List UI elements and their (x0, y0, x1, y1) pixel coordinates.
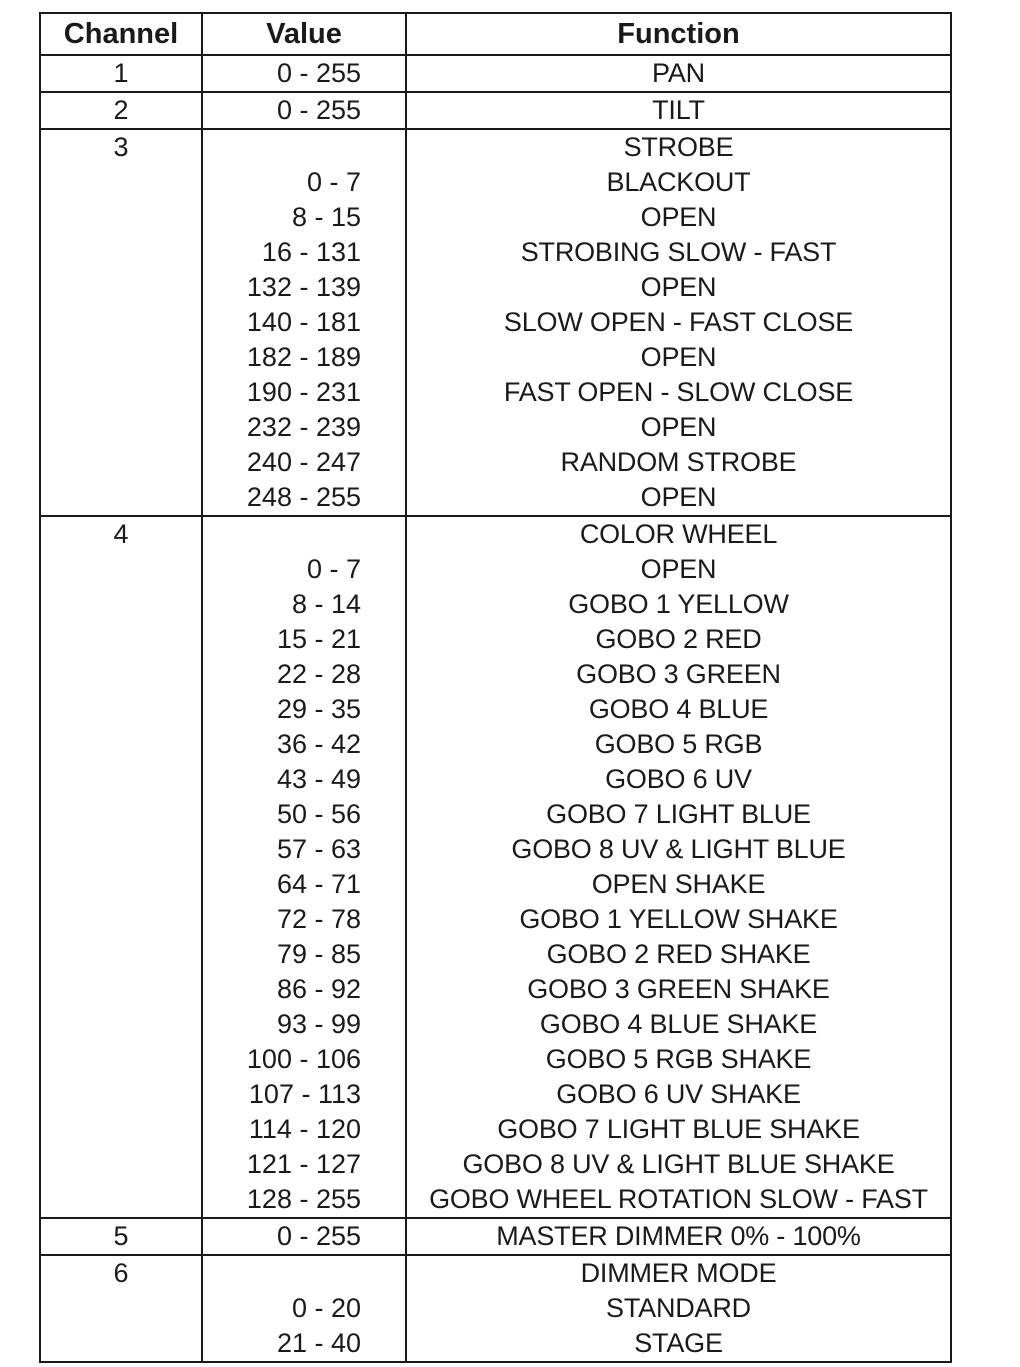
value-cell: 29 - 35 (202, 692, 406, 727)
function-cell: DIMMER MODE (406, 1255, 951, 1291)
table-row (40, 587, 951, 622)
table-body (40, 55, 951, 1362)
value-cell: 22 - 28 (202, 657, 406, 692)
value-cell: 36 - 42 (202, 727, 406, 762)
function-cell: OPEN (406, 340, 951, 375)
table-row (40, 235, 951, 270)
table-row (40, 1077, 951, 1112)
function-cell: GOBO 2 RED (406, 622, 951, 657)
function-cell: OPEN (406, 200, 951, 235)
value-cell: 0 - 7 (202, 552, 406, 587)
value-cell: 15 - 21 (202, 622, 406, 657)
channel-cell (40, 552, 202, 587)
value-cell: 140 - 181 (202, 305, 406, 340)
table-row (40, 972, 951, 1007)
value-cell: 72 - 78 (202, 902, 406, 937)
channel-cell (40, 762, 202, 797)
table-row (40, 552, 951, 587)
value-cell: 8 - 15 (202, 200, 406, 235)
value-cell: 0 - 255 (202, 1218, 406, 1255)
channel-cell (40, 657, 202, 692)
table-row (40, 937, 951, 972)
table-row (40, 692, 951, 727)
function-cell: GOBO 5 RGB (406, 727, 951, 762)
channel-cell (40, 727, 202, 762)
function-cell: COLOR WHEEL (406, 516, 951, 552)
channel-cell (40, 1182, 202, 1218)
table-row (40, 165, 951, 200)
table-row (40, 200, 951, 235)
value-cell: 100 - 106 (202, 1042, 406, 1077)
table-row (40, 1007, 951, 1042)
function-cell: GOBO 8 UV & LIGHT BLUE (406, 832, 951, 867)
value-cell: 240 - 247 (202, 445, 406, 480)
channel-cell (40, 1326, 202, 1362)
value-cell: 16 - 131 (202, 235, 406, 270)
table-row (40, 516, 951, 552)
table-row (40, 902, 951, 937)
channel-cell (40, 1077, 202, 1112)
header-function: Function (406, 13, 951, 55)
table-row (40, 727, 951, 762)
channel-cell (40, 445, 202, 480)
channel-cell: 6 (40, 1255, 202, 1291)
table-row (40, 270, 951, 305)
function-cell: OPEN (406, 480, 951, 516)
table-row (40, 445, 951, 480)
channel-cell (40, 797, 202, 832)
table-row (40, 1291, 951, 1326)
value-cell: 86 - 92 (202, 972, 406, 1007)
table-row (40, 1182, 951, 1218)
value-cell (202, 129, 406, 165)
function-cell: FAST OPEN - SLOW CLOSE (406, 375, 951, 410)
function-cell: PAN (406, 55, 951, 92)
value-cell: 248 - 255 (202, 480, 406, 516)
value-cell (202, 1255, 406, 1291)
function-cell: GOBO 3 GREEN (406, 657, 951, 692)
function-cell: OPEN (406, 410, 951, 445)
function-cell: GOBO WHEEL ROTATION SLOW - FAST (406, 1182, 951, 1218)
header-channel: Channel (40, 13, 202, 55)
channel-cell: 5 (40, 1218, 202, 1255)
table-row (40, 657, 951, 692)
table-row (40, 867, 951, 902)
header-row (40, 13, 951, 55)
channel-cell (40, 480, 202, 516)
table-row (40, 1042, 951, 1077)
function-cell: GOBO 6 UV SHAKE (406, 1077, 951, 1112)
table-row (40, 410, 951, 445)
function-cell: GOBO 6 UV (406, 762, 951, 797)
table-row (40, 375, 951, 410)
value-cell: 121 - 127 (202, 1147, 406, 1182)
function-cell: STANDARD (406, 1291, 951, 1326)
table-row (40, 832, 951, 867)
channel-cell (40, 832, 202, 867)
value-cell: 232 - 239 (202, 410, 406, 445)
channel-cell (40, 235, 202, 270)
table-row (40, 1326, 951, 1362)
table-row (40, 622, 951, 657)
channel-cell (40, 270, 202, 305)
value-cell: 79 - 85 (202, 937, 406, 972)
table-row (40, 305, 951, 340)
channel-cell: 2 (40, 92, 202, 129)
function-cell: OPEN (406, 552, 951, 587)
channel-cell (40, 1291, 202, 1326)
table-row (40, 340, 951, 375)
function-cell: STAGE (406, 1326, 951, 1362)
table-row (40, 129, 951, 165)
table-row (40, 55, 951, 92)
value-cell: 190 - 231 (202, 375, 406, 410)
function-cell: GOBO 4 BLUE SHAKE (406, 1007, 951, 1042)
function-cell: MASTER DIMMER 0% - 100% (406, 1218, 951, 1255)
function-cell: STROBE (406, 129, 951, 165)
channel-cell (40, 587, 202, 622)
channel-cell (40, 1007, 202, 1042)
table-row (40, 1255, 951, 1291)
channel-cell (40, 165, 202, 200)
value-cell: 107 - 113 (202, 1077, 406, 1112)
channel-cell (40, 200, 202, 235)
value-cell: 21 - 40 (202, 1326, 406, 1362)
dmx-channel-table (39, 12, 952, 1363)
function-cell: TILT (406, 92, 951, 129)
table-row (40, 92, 951, 129)
table-row (40, 762, 951, 797)
value-cell: 64 - 71 (202, 867, 406, 902)
channel-cell (40, 1147, 202, 1182)
function-cell: RANDOM STROBE (406, 445, 951, 480)
function-cell: GOBO 3 GREEN SHAKE (406, 972, 951, 1007)
table-row (40, 1112, 951, 1147)
table-row (40, 1147, 951, 1182)
function-cell: OPEN SHAKE (406, 867, 951, 902)
channel-cell: 3 (40, 129, 202, 165)
value-cell: 50 - 56 (202, 797, 406, 832)
value-cell: 43 - 49 (202, 762, 406, 797)
channel-cell (40, 1112, 202, 1147)
table-header (40, 13, 951, 55)
channel-cell (40, 867, 202, 902)
channel-cell (40, 622, 202, 657)
value-cell: 57 - 63 (202, 832, 406, 867)
function-cell: GOBO 7 LIGHT BLUE (406, 797, 951, 832)
channel-cell (40, 340, 202, 375)
function-cell: BLACKOUT (406, 165, 951, 200)
value-cell: 0 - 20 (202, 1291, 406, 1326)
function-cell: GOBO 2 RED SHAKE (406, 937, 951, 972)
function-cell: GOBO 1 YELLOW SHAKE (406, 902, 951, 937)
value-cell: 0 - 7 (202, 165, 406, 200)
function-cell: GOBO 1 YELLOW (406, 587, 951, 622)
value-cell: 114 - 120 (202, 1112, 406, 1147)
value-cell: 128 - 255 (202, 1182, 406, 1218)
value-cell: 0 - 255 (202, 92, 406, 129)
function-cell: GOBO 7 LIGHT BLUE SHAKE (406, 1112, 951, 1147)
value-cell: 0 - 255 (202, 55, 406, 92)
channel-cell (40, 692, 202, 727)
channel-cell: 4 (40, 516, 202, 552)
channel-cell (40, 375, 202, 410)
channel-cell (40, 972, 202, 1007)
value-cell: 93 - 99 (202, 1007, 406, 1042)
function-cell: GOBO 4 BLUE (406, 692, 951, 727)
header-value: Value (202, 13, 406, 55)
function-cell: SLOW OPEN - FAST CLOSE (406, 305, 951, 340)
channel-cell (40, 410, 202, 445)
channel-cell (40, 305, 202, 340)
function-cell: GOBO 8 UV & LIGHT BLUE SHAKE (406, 1147, 951, 1182)
channel-cell (40, 902, 202, 937)
value-cell: 182 - 189 (202, 340, 406, 375)
function-cell: GOBO 5 RGB SHAKE (406, 1042, 951, 1077)
value-cell: 132 - 139 (202, 270, 406, 305)
table-row (40, 1218, 951, 1255)
value-cell: 8 - 14 (202, 587, 406, 622)
table-row (40, 797, 951, 832)
channel-cell (40, 1042, 202, 1077)
channel-cell: 1 (40, 55, 202, 92)
function-cell: OPEN (406, 270, 951, 305)
table-row (40, 480, 951, 516)
channel-cell (40, 937, 202, 972)
value-cell (202, 516, 406, 552)
function-cell: STROBING SLOW - FAST (406, 235, 951, 270)
